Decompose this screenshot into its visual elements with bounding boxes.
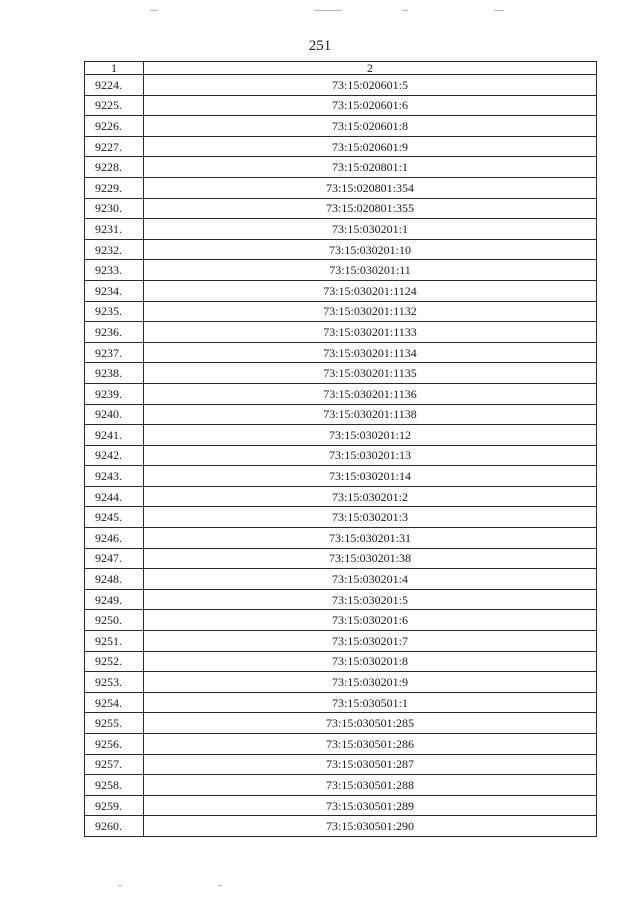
table-row <box>85 610 597 631</box>
table-row <box>85 651 597 672</box>
row-number-cell: 9255. <box>85 713 144 734</box>
scan-artifact <box>314 10 342 11</box>
row-number-cell: 9244. <box>85 486 144 507</box>
cadastral-number-cell: 73:15:030501:288 <box>144 775 597 796</box>
scan-artifact <box>218 885 222 886</box>
table-row <box>85 816 597 837</box>
cadastral-number-cell: 73:15:020601:5 <box>144 75 597 96</box>
cadastral-number-cell: 73:15:030201:9 <box>144 672 597 693</box>
row-number-cell: 9233. <box>85 260 144 281</box>
row-number-cell: 9247. <box>85 548 144 569</box>
row-number-cell: 9240. <box>85 404 144 425</box>
cadastral-number-cell: 73:15:030201:13 <box>144 445 597 466</box>
cadastral-number-cell: 73:15:030201:3 <box>144 507 597 528</box>
table-body <box>85 62 597 837</box>
cadastral-number-cell: 73:15:030501:287 <box>144 754 597 775</box>
cadastral-number-cell: 73:15:030201:31 <box>144 528 597 549</box>
cadastral-number-cell: 73:15:030201:1133 <box>144 322 597 343</box>
table-row <box>85 692 597 713</box>
table-row <box>85 569 597 590</box>
row-number-cell: 9250. <box>85 610 144 631</box>
row-number-cell: 9254. <box>85 692 144 713</box>
cadastral-number-cell: 73:15:030201:1 <box>144 219 597 240</box>
table-row <box>85 322 597 343</box>
row-number-cell: 9228. <box>85 157 144 178</box>
table-row <box>85 219 597 240</box>
cadastral-number-cell: 73:15:020601:8 <box>144 116 597 137</box>
table-row <box>85 95 597 116</box>
row-number-cell: 9224. <box>85 75 144 96</box>
row-number-cell: 9258. <box>85 775 144 796</box>
table-row <box>85 404 597 425</box>
cadastral-number-cell: 73:15:030201:4 <box>144 569 597 590</box>
row-number-cell: 9235. <box>85 301 144 322</box>
cadastral-number-cell: 73:15:020801:1 <box>144 157 597 178</box>
scan-artifact <box>118 885 122 886</box>
table-row <box>85 136 597 157</box>
row-number-cell: 9248. <box>85 569 144 590</box>
cadastral-number-cell: 73:15:030201:8 <box>144 651 597 672</box>
table-row <box>85 280 597 301</box>
row-number-cell: 9226. <box>85 116 144 137</box>
row-number-cell: 9260. <box>85 816 144 837</box>
cadastral-number-cell: 73:15:030201:14 <box>144 466 597 487</box>
table-row <box>85 589 597 610</box>
row-number-cell: 9243. <box>85 466 144 487</box>
row-number-cell: 9252. <box>85 651 144 672</box>
scan-artifact <box>402 10 408 11</box>
row-number-cell: 9246. <box>85 528 144 549</box>
cadastral-number-cell: 73:15:030501:290 <box>144 816 597 837</box>
table-row <box>85 157 597 178</box>
table-row <box>85 445 597 466</box>
row-number-cell: 9234. <box>85 280 144 301</box>
table-row <box>85 631 597 652</box>
cadastral-number-cell: 73:15:030201:1135 <box>144 363 597 384</box>
row-number-cell: 9231. <box>85 219 144 240</box>
table-row <box>85 425 597 446</box>
cadastral-number-cell: 73:15:030201:1138 <box>144 404 597 425</box>
row-number-cell: 9249. <box>85 589 144 610</box>
table-row <box>85 177 597 198</box>
table-row <box>85 795 597 816</box>
cadastral-number-cell: 73:15:030201:1124 <box>144 280 597 301</box>
cadastral-number-cell: 73:15:030201:11 <box>144 260 597 281</box>
table-row <box>85 116 597 137</box>
row-number-cell: 9236. <box>85 322 144 343</box>
column-header-1: 1 <box>85 62 144 75</box>
row-number-cell: 9256. <box>85 734 144 755</box>
cadastral-number-cell: 73:15:030201:10 <box>144 239 597 260</box>
cadastral-number-cell: 73:15:030501:289 <box>144 795 597 816</box>
cadastral-number-cell: 73:15:030201:6 <box>144 610 597 631</box>
row-number-cell: 9241. <box>85 425 144 446</box>
cadastral-number-cell: 73:15:030201:1132 <box>144 301 597 322</box>
row-number-cell: 9257. <box>85 754 144 775</box>
table-row <box>85 507 597 528</box>
row-number-cell: 9229. <box>85 177 144 198</box>
table-row <box>85 486 597 507</box>
cadastral-number-cell: 73:15:030201:5 <box>144 589 597 610</box>
row-number-cell: 9225. <box>85 95 144 116</box>
cadastral-number-cell: 73:15:020601:6 <box>144 95 597 116</box>
row-number-cell: 9259. <box>85 795 144 816</box>
table-row <box>85 363 597 384</box>
row-number-cell: 9238. <box>85 363 144 384</box>
cadastral-number-cell: 73:15:020601:9 <box>144 136 597 157</box>
row-number-cell: 9245. <box>85 507 144 528</box>
table-row <box>85 775 597 796</box>
page-number: 251 <box>308 38 332 54</box>
table-row <box>85 260 597 281</box>
table-row <box>85 734 597 755</box>
row-number-cell: 9230. <box>85 198 144 219</box>
scan-artifact <box>494 10 504 11</box>
row-number-cell: 9251. <box>85 631 144 652</box>
cadastral-number-cell: 73:15:030201:7 <box>144 631 597 652</box>
column-header-2: 2 <box>144 62 597 75</box>
cadastral-number-cell: 73:15:030201:38 <box>144 548 597 569</box>
table-header-row <box>85 62 597 75</box>
table-row <box>85 548 597 569</box>
row-number-cell: 9253. <box>85 672 144 693</box>
table-row <box>85 754 597 775</box>
cadastral-number-cell: 73:15:030501:285 <box>144 713 597 734</box>
scan-artifact <box>150 10 158 11</box>
table-row <box>85 239 597 260</box>
row-number-cell: 9239. <box>85 383 144 404</box>
table-row <box>85 342 597 363</box>
cadastral-number-cell: 73:15:030201:1134 <box>144 342 597 363</box>
table-row <box>85 466 597 487</box>
cadastral-number-cell: 73:15:030201:1136 <box>144 383 597 404</box>
row-number-cell: 9232. <box>85 239 144 260</box>
cadastral-number-cell: 73:15:030501:1 <box>144 692 597 713</box>
cadastral-number-cell: 73:15:030501:286 <box>144 734 597 755</box>
cadastral-number-cell: 73:15:020801:355 <box>144 198 597 219</box>
row-number-cell: 9242. <box>85 445 144 466</box>
table-row <box>85 198 597 219</box>
table-row <box>85 383 597 404</box>
cadastral-number-cell: 73:15:030201:2 <box>144 486 597 507</box>
table-row <box>85 528 597 549</box>
cadastral-number-cell: 73:15:030201:12 <box>144 425 597 446</box>
table-row <box>85 301 597 322</box>
row-number-cell: 9237. <box>85 342 144 363</box>
table-row <box>85 713 597 734</box>
table-row <box>85 75 597 96</box>
row-number-cell: 9227. <box>85 136 144 157</box>
cadastral-number-table <box>84 61 597 837</box>
cadastral-number-cell: 73:15:020801:354 <box>144 177 597 198</box>
table-row <box>85 672 597 693</box>
